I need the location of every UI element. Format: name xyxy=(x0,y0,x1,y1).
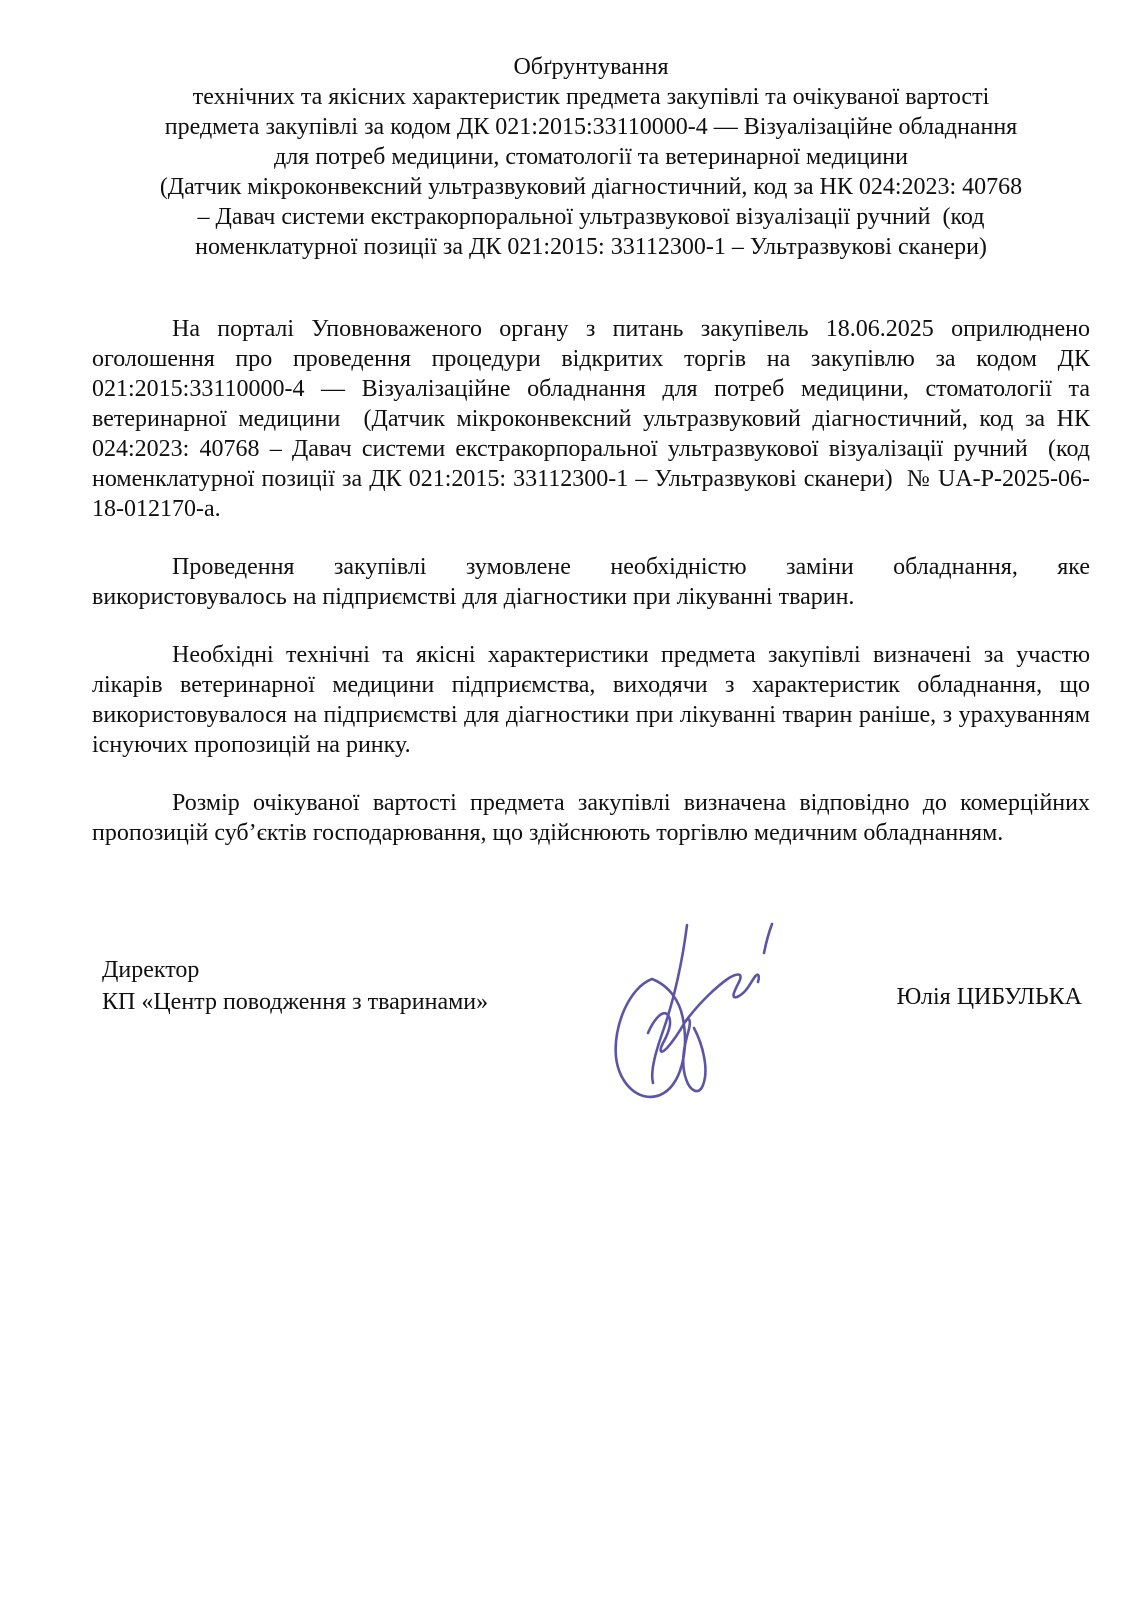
signer-organization: КП «Центр поводження з тваринами» xyxy=(102,989,489,1015)
document-title-line: Обґрунтування xyxy=(513,54,669,80)
document-title-line: номенклатурної позиції за ДК 021:2015: 33112300-1 – Ультразвукові сканери) xyxy=(195,234,987,260)
document-title-line: предмета закупівлі за кодом ДК 021:2015:33110000-4 — Візуалізаційне обладнання xyxy=(164,114,1018,140)
signer-title-block xyxy=(102,954,488,1018)
handwritten-signature xyxy=(590,881,790,1106)
body-paragraph: Розмір очікуваної вартості предмета закупівлі визначена відповідно до комерційних пропозицій суб’єктів господарювання, що здійснюють торгівлю медичним обладнанням. xyxy=(92,790,1096,846)
signer-position: Директор xyxy=(102,957,200,983)
document-title-line: технічних та якісних характеристик предмета закупівлі та очікуваної вартості xyxy=(192,84,990,110)
document-title xyxy=(92,52,1090,262)
document-title-line: – Давач системи екстракорпоральної ультразвукової візуалізації ручний (код xyxy=(197,204,985,230)
document-title-line: (Датчик мікроконвексний ультразвуковий діагностичний, код за НК 024:2023: 40768 xyxy=(159,174,1023,200)
signature-ink xyxy=(590,881,790,1106)
body-paragraph: На порталі Уповноваженого органу з питань закупівель 18.06.2025 оприлюднено оголошення про проведення процедури відкритих торгів на закупівлю за кодом ДК 021:2015:33110000-4 — Візуалізаційне обладнання для потреб медицини, стоматології та ветеринарної медицини (Датчик мікроконвексний ультразвуковий діагностичний, код за НК 024:2023: 40768 – Давач системи екстракорпоральної ультразвукової візуалізації ручний (код номенклатурної позиції за ДК 021:2015: 33112300-1 – Ультразвукові сканери) № UA-P-2025-06-18-012170-а. xyxy=(92,316,1096,522)
signer-name: Юлія ЦИБУЛЬКА xyxy=(896,984,1082,1010)
body-paragraph: Необхідні технічні та якісні характеристики предмета закупівлі визначені за участю лікарів ветеринарної медицини підприємства, виходячи з характеристик обладнання, що використовувалося на підприємстві для діагностики при лікуванні тварин раніше, з урахуванням існуючих пропозицій на ринку. xyxy=(92,642,1096,758)
document-body xyxy=(92,314,1096,848)
signature-block xyxy=(92,954,1090,1194)
body-paragraph: Проведення закупівлі зумовлене необхідністю заміни обладнання, яке використовувалось на підприємстві для діагностики при лікуванні тварин. xyxy=(92,554,1096,610)
document-title-line: для потреб медицини, стоматології та ветеринарної медицини xyxy=(273,144,908,170)
